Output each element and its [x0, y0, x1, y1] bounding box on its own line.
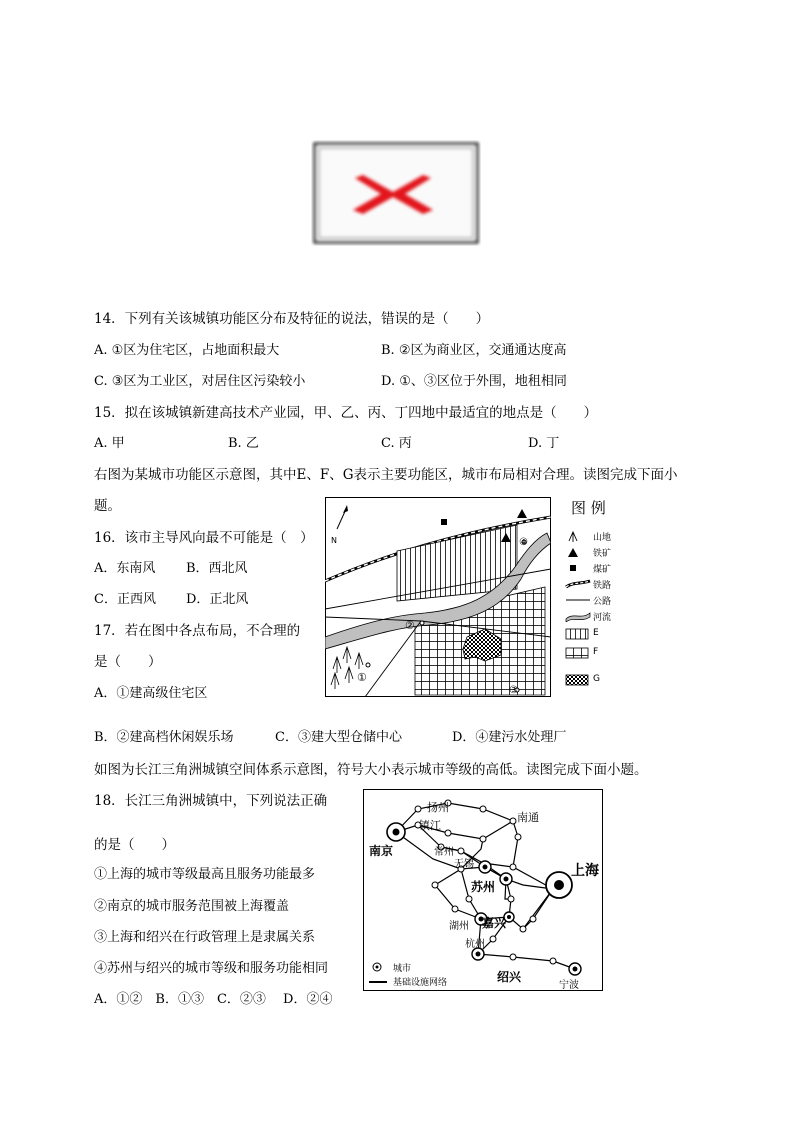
q18-statement-1: ①上海的城市等级最高且服务功能最多	[94, 867, 316, 882]
q18-answer-options: A．①② B．①③ C．②③ D．②④	[94, 992, 333, 1007]
q16-stem: 16．该市主导风向最不可能是（ ）	[94, 530, 314, 546]
legend-label: F	[593, 647, 599, 657]
q16-option-a: A．东南风	[94, 561, 156, 576]
legend-city: 城市	[393, 964, 412, 974]
city-function-map	[325, 497, 551, 697]
q14-option-c: C. ③区为工业区，对居住区污染较小	[94, 374, 306, 389]
yangtze-delta-map	[363, 789, 603, 991]
legend-railway	[563, 577, 633, 591]
city-hangzhou: 杭州	[465, 939, 485, 950]
legend-label: 河流	[593, 613, 612, 623]
q14-stem: 14．下列有关该城镇功能区分布及特征的说法，错误的是（ ）	[94, 311, 490, 327]
legend-title: 图 例	[571, 499, 606, 517]
legend-road	[563, 593, 633, 607]
city-changzhou: 常州	[434, 847, 454, 858]
q15-option-a: A. 甲	[94, 436, 125, 451]
map1-marker-1: ①	[357, 671, 367, 684]
map1-marker-4: ④	[519, 537, 528, 548]
city-huzhou: 湖州	[449, 921, 469, 932]
legend-river	[563, 609, 633, 623]
city-suzhou: 苏州	[471, 880, 496, 894]
intro-paragraph-2: 如图为长江三角洲城镇空间体系示意图，符号大小表示城市等级的高低。读图完成下面小题。	[94, 762, 648, 778]
q15-option-b: B. 乙	[228, 436, 259, 451]
intro-paragraph-1: 右图为某城市功能区示意图，其中E、F、G表示主要功能区，城市布局相对合理。读图完成下面小	[94, 467, 678, 483]
map1-legend	[563, 497, 633, 689]
north-label: N	[331, 536, 337, 545]
city-shanghai: 上海	[571, 863, 599, 879]
q17-option-a: A．①建高级住宅区	[94, 686, 208, 701]
q17-stem-cont: 是（ ）	[94, 654, 162, 670]
legend-zone-e	[563, 627, 633, 641]
map1-marker-2: ②	[405, 619, 415, 632]
city-zhenjiang: 镇江	[419, 819, 441, 832]
q17-option-b: B．②建高档休闲娱乐场	[94, 730, 234, 745]
city-nantong: 南通	[517, 811, 539, 824]
legend-network: 基础设施网络	[393, 978, 448, 988]
legend-label: 铁矿	[593, 549, 612, 559]
intro-paragraph-1-cont: 题。	[94, 498, 121, 514]
city-jiaxing: 嘉兴	[482, 916, 507, 930]
city-ningbo: 宁波	[559, 980, 579, 991]
city-yangzhou: 扬州	[427, 801, 449, 814]
q14-option-a: A. ①区为住宅区，占地面积最大	[94, 343, 280, 358]
city-wuxi: 无锡	[454, 859, 474, 870]
city-shaoxing: 绍兴	[497, 970, 522, 984]
q15-option-c: C. 丙	[381, 436, 412, 451]
q15-stem: 15．拟在该城镇新建高技术产业园，甲、乙、丙、丁四地中最适宜的地点是（ ）	[94, 405, 598, 421]
legend-label: 铁路	[593, 581, 612, 591]
legend-coal-mine	[563, 561, 633, 575]
city-nanjing: 南京	[369, 844, 394, 858]
q15-option-d: D. 丁	[528, 436, 560, 451]
legend-label: G	[593, 674, 600, 684]
q16-option-c: C．正西风	[94, 592, 156, 607]
q18-stem: 18．长江三角洲城镇中，下列说法正确	[94, 793, 328, 809]
q18-stem-cont: 的是（ ）	[94, 837, 175, 853]
q18-statement-2: ②南京的城市服务范围被上海覆盖	[94, 899, 290, 914]
legend-label: 山地	[593, 533, 612, 543]
legend-iron-mine	[563, 545, 633, 559]
q17-option-c: C．③建大型仓储中心	[275, 730, 402, 745]
q16-option-b: B．西北风	[186, 561, 248, 576]
map1-marker-3: ③	[509, 685, 518, 696]
legend-label: 煤矿	[593, 565, 612, 575]
legend-zone-f	[563, 646, 633, 660]
q17-option-d: D．④建污水处理厂	[452, 730, 567, 745]
q14-option-b: B. ②区为商业区，交通通达度高	[381, 343, 567, 358]
legend-zone-g	[563, 673, 633, 687]
legend-label: E	[593, 628, 599, 638]
q18-statement-3: ③上海和绍兴在行政管理上是隶属关系	[94, 930, 316, 945]
legend-label: 公路	[593, 597, 612, 607]
legend-mountain	[563, 529, 633, 543]
q18-statement-4: ④苏州与绍兴的城市等级和服务功能相同	[94, 961, 329, 976]
broken-image-placeholder	[311, 140, 481, 246]
q16-option-d: D．正北风	[186, 592, 249, 607]
q14-option-d: D. ①、③区位于外围，地租相同	[381, 374, 567, 389]
q17-stem: 17．若在图中各点布局，不合理的	[94, 623, 301, 639]
